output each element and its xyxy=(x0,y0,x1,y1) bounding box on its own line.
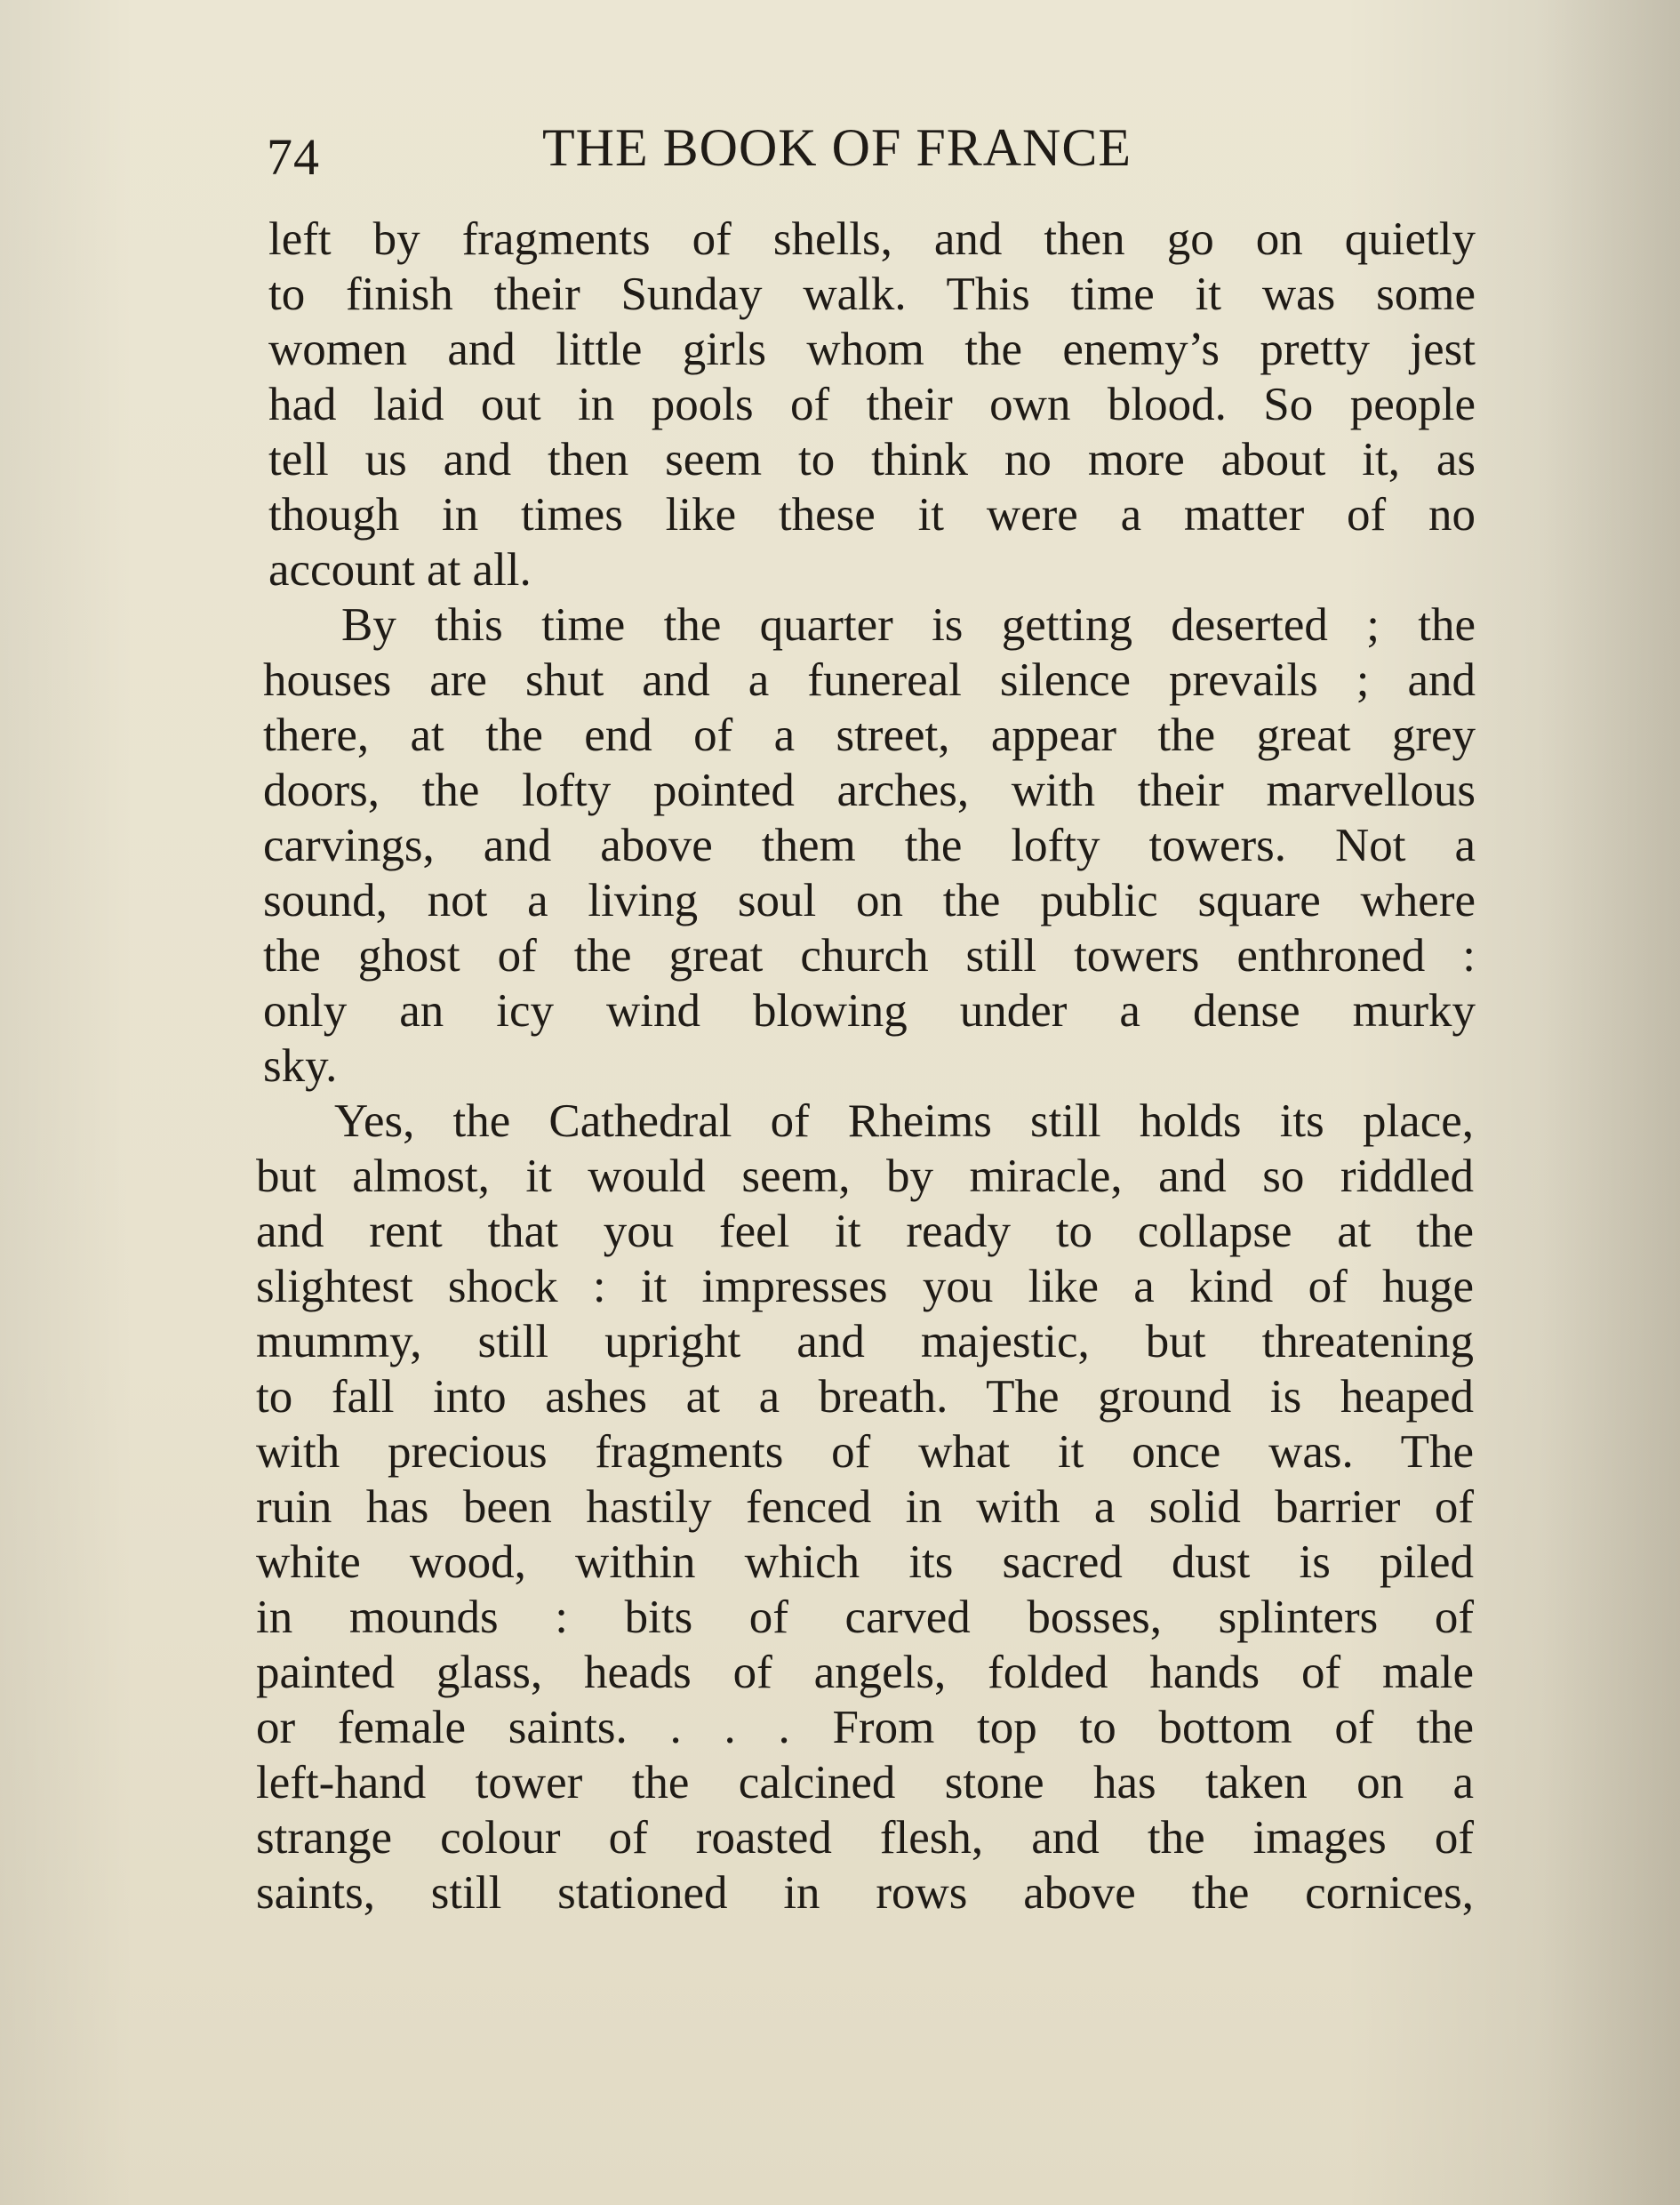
body-line: tell us and then seem to think no more about it, as xyxy=(268,434,1476,485)
body-line: to finish their Sunday walk. This time it was some xyxy=(268,269,1476,320)
body-line: though in times like these it were a matter of no xyxy=(268,489,1476,541)
body-text-paragraph-3 xyxy=(256,1094,1474,1920)
running-head xyxy=(267,114,1218,185)
body-line: with precious fragments of what it once was. The xyxy=(256,1426,1474,1478)
running-title: THE BOOK OF FRANCE xyxy=(542,118,1132,177)
body-line: there, at the end of a street, appear the great grey xyxy=(263,710,1476,761)
body-line: By this time the quarter is getting deserted ; the xyxy=(341,599,1476,651)
body-line: painted glass, heads of angels, folded hands of male xyxy=(256,1647,1474,1698)
body-line: had laid out in pools of their own blood. So people xyxy=(268,379,1476,430)
body-line: carvings, and above them the lofty towers. Not a xyxy=(263,820,1476,871)
body-line: slightest shock : it impresses you like a kind of huge xyxy=(256,1261,1474,1312)
body-line: or female saints. . . . From top to bottom of the xyxy=(256,1702,1474,1753)
body-text-paragraph-1 xyxy=(268,212,1476,597)
body-line: in mounds : bits of carved bosses, splinters of xyxy=(256,1592,1474,1643)
body-text-paragraph-2 xyxy=(263,597,1476,1094)
body-line: white wood, within which its sacred dust is piled xyxy=(256,1536,1474,1588)
body-line: saints, still stationed in rows above the cornices, xyxy=(256,1867,1474,1919)
body-line: sound, not a living soul on the public square where xyxy=(263,875,1476,926)
body-line: mummy, still upright and majestic, but threatening xyxy=(256,1316,1474,1367)
body-line: left by fragments of shells, and then go on quietly xyxy=(268,213,1476,265)
page-edge-shadow xyxy=(1538,0,1680,2205)
body-line: left-hand tower the calcined stone has taken on a xyxy=(256,1757,1474,1808)
body-line: ruin has been hastily fenced in with a solid barrier of xyxy=(256,1481,1474,1533)
body-line: doors, the lofty pointed arches, with their marvellous xyxy=(263,765,1476,816)
body-line: Yes, the Cathedral of Rheims still holds its place, xyxy=(334,1095,1474,1147)
body-line: houses are shut and a funereal silence prevails ; and xyxy=(263,654,1476,706)
body-line: strange colour of roasted flesh, and the images of xyxy=(256,1812,1474,1864)
body-line: the ghost of the great church still towers enthroned : xyxy=(263,930,1476,982)
body-line: but almost, it would seem, by miracle, and so riddled xyxy=(256,1151,1474,1202)
body-line: sky. xyxy=(263,1040,338,1092)
body-line: account at all. xyxy=(268,544,532,596)
body-line: to fall into ashes at a breath. The ground is heaped xyxy=(256,1371,1474,1423)
body-line: and rent that you feel it ready to collapse at the xyxy=(256,1206,1474,1257)
body-line: women and little girls whom the enemy’s pretty jest xyxy=(268,324,1476,375)
body-line: only an icy wind blowing under a dense murky xyxy=(263,985,1476,1037)
page-number: 74 xyxy=(267,128,320,186)
